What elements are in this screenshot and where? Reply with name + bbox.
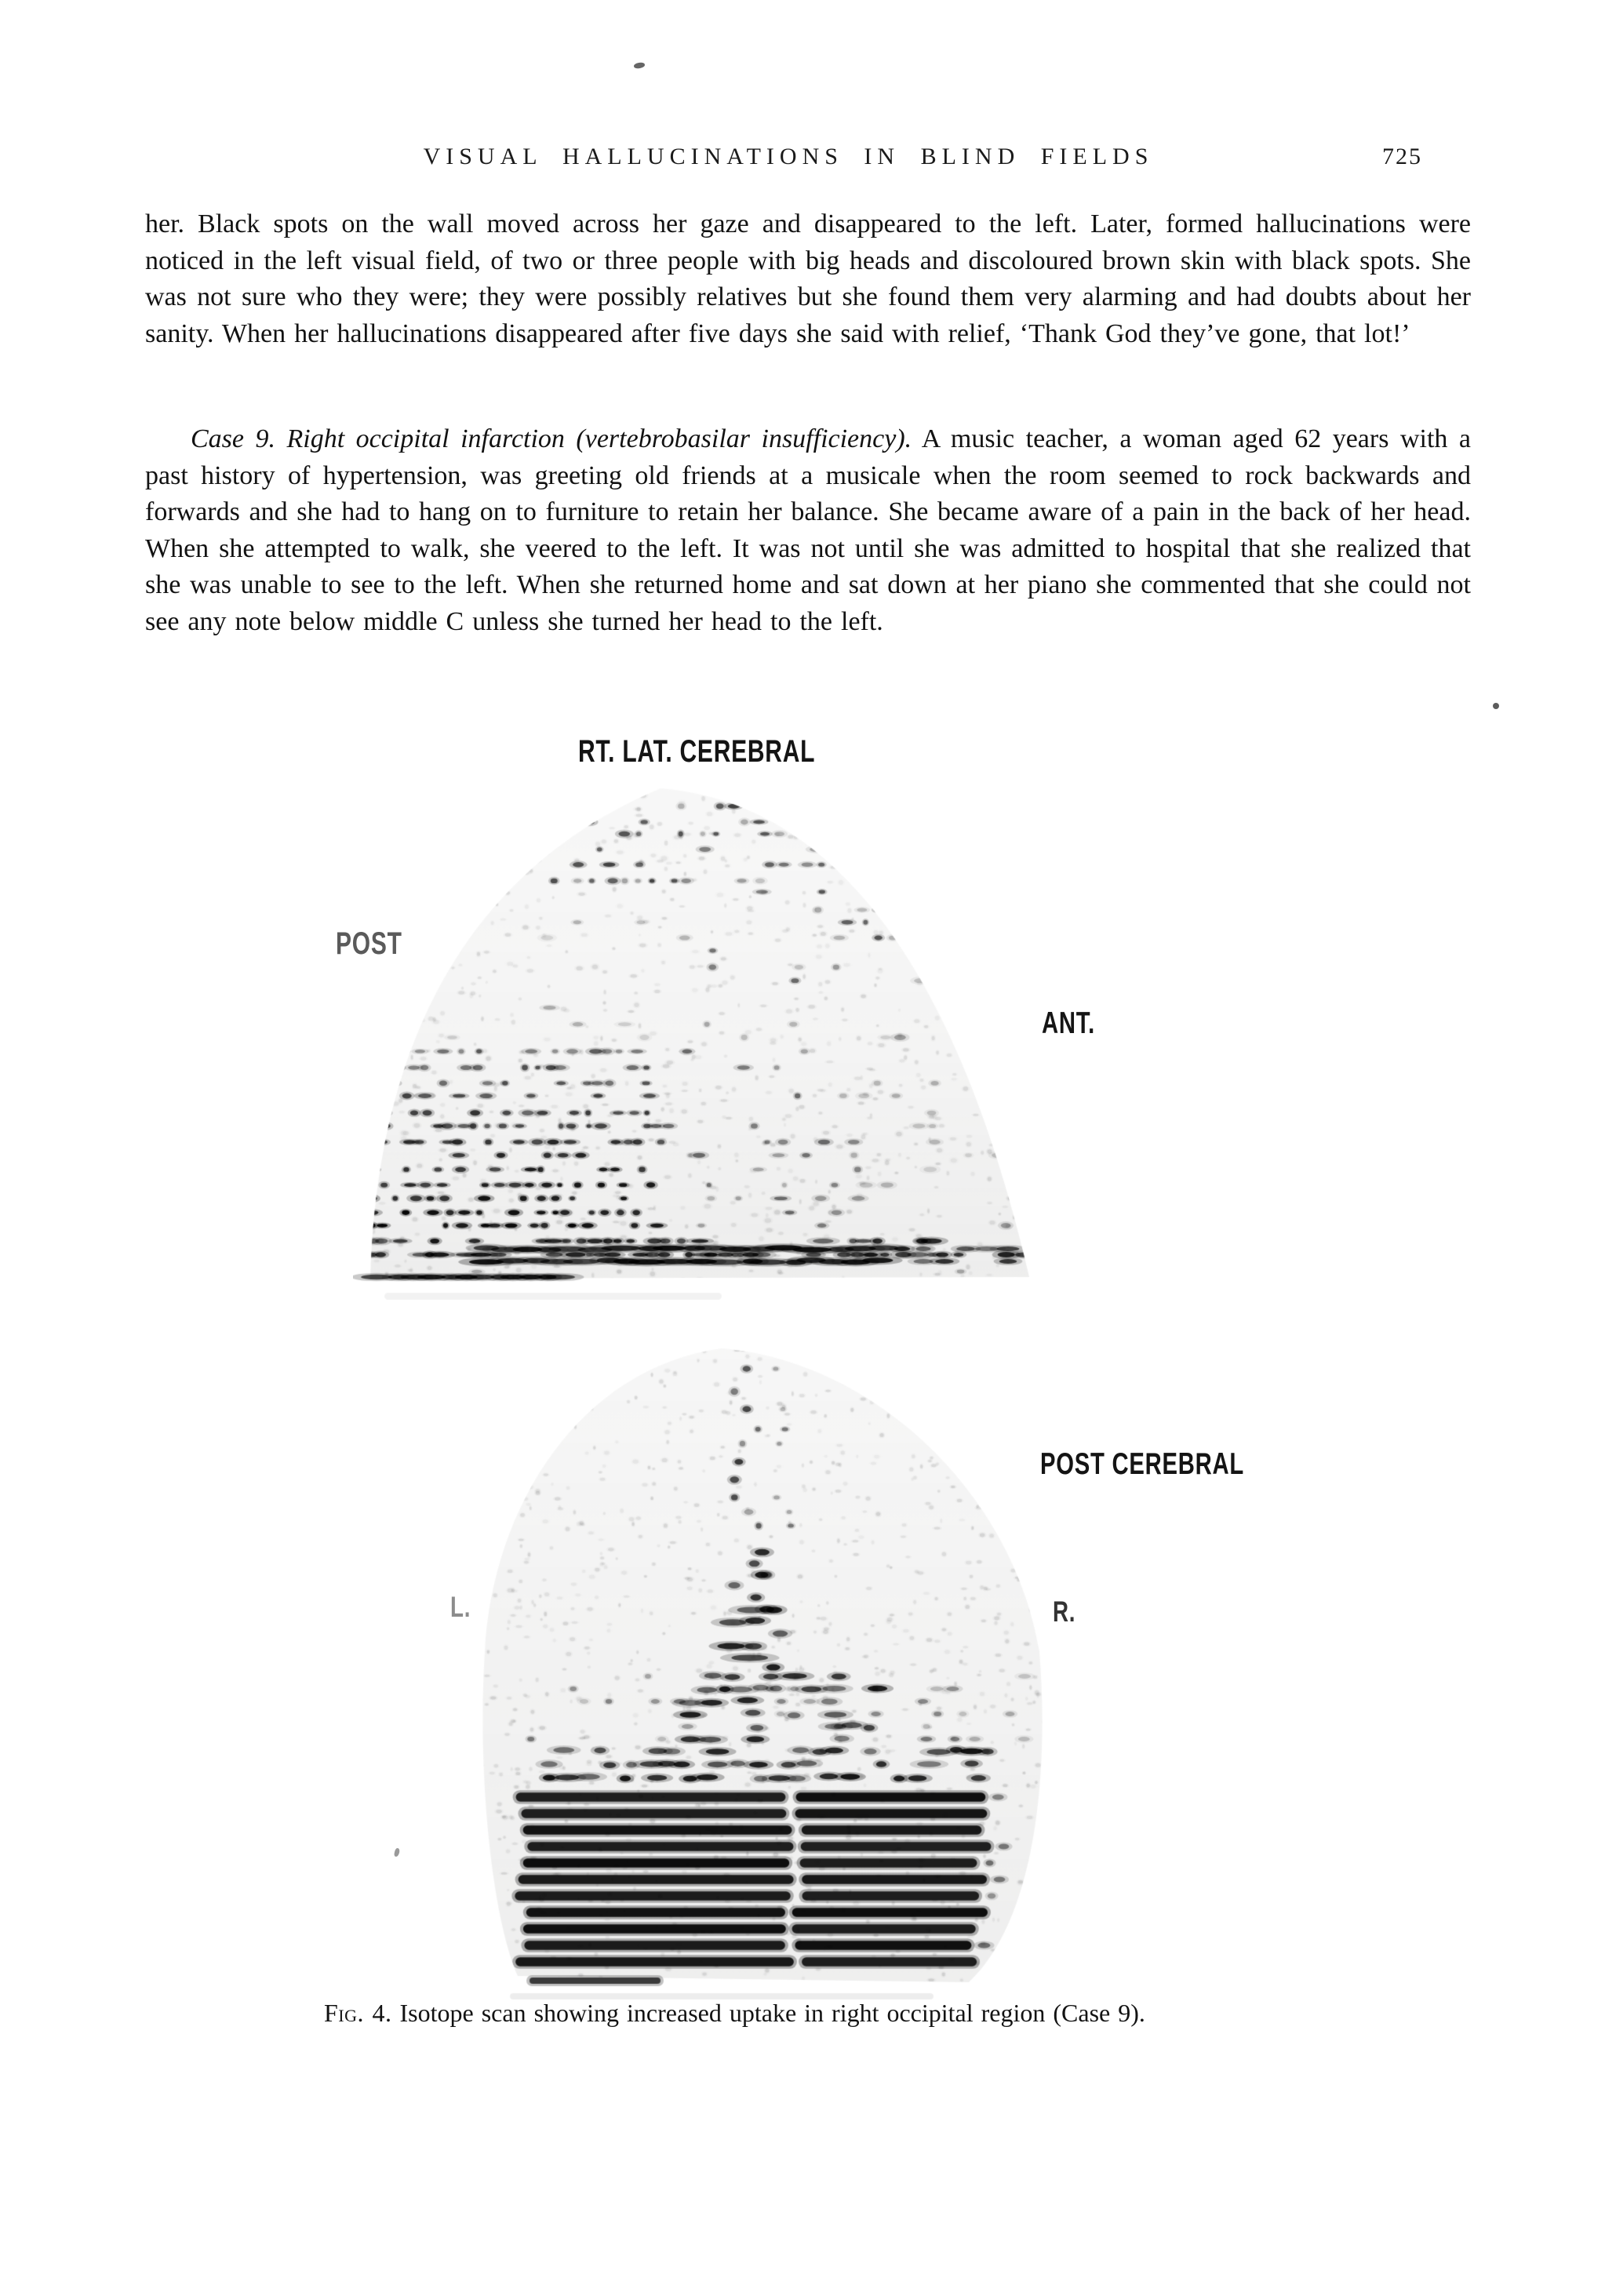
scan-artifact-speck (394, 1847, 400, 1857)
scan2-right-label: R. (1053, 1596, 1076, 1628)
scan1-title: RT. LAT. CEREBRAL (578, 734, 816, 769)
case9-body-text: A music teacher, a woman aged 62 years with a past history of hypertension, was greeting old friends at a musicale when the room seemed to rock backwards and forwards and she had to hang on to furniture to retain her balance. She became aware of a pain in the back of her head. When she attempted to walk, she veered to the left. It was not until she was admitted to hospital that she realized that she was unable to see to the left. When she returned home and sat down at her piano she commented that she could not see any note below middle C unless she turned her head to the left. (145, 424, 1471, 636)
paragraph-case8-continuation: her. Black spots on the wall moved across her gaze and disappeared to the left. Later, formed hallucinations were noticed in the left visual field, of two or three people with big heads and discoloured brown skin with black spots. She was not sure who they were; they were possibly relatives but she found them very alarming and had doubts about her sanity. When her hallucinations disappeared after five days she said with relief, ‘Thank God they’ve gone, that lot!’ (145, 209, 1471, 348)
figure-caption-label: Fig. 4. (324, 1999, 392, 2027)
scan2-left-label: L. (450, 1591, 471, 1623)
scan1-anterior-label: ANT. (1042, 1006, 1096, 1040)
scan1-posterior-label: POST (336, 926, 402, 961)
running-head: VISUAL HALLUCINATIONS IN BLIND FIELDS (423, 144, 1154, 169)
figure-caption (324, 1999, 1145, 2028)
figure-caption-text: Isotope scan showing increased uptake in right occipital region (Case 9). (391, 1999, 1145, 2027)
scan2-isotope-image (463, 1337, 1075, 2008)
page-number: 725 (1382, 144, 1422, 169)
scan2-title: POST CEREBRAL (1040, 1447, 1245, 1481)
case9-heading-italic: Case 9. Right occipital infarction (vertebrobasilar insufficiency). (191, 424, 912, 453)
paragraph-case9 (145, 421, 1471, 640)
scan1-isotope-image (353, 769, 1043, 1318)
scan-artifact-speck (1493, 703, 1499, 709)
scan-artifact-speck (633, 62, 645, 69)
